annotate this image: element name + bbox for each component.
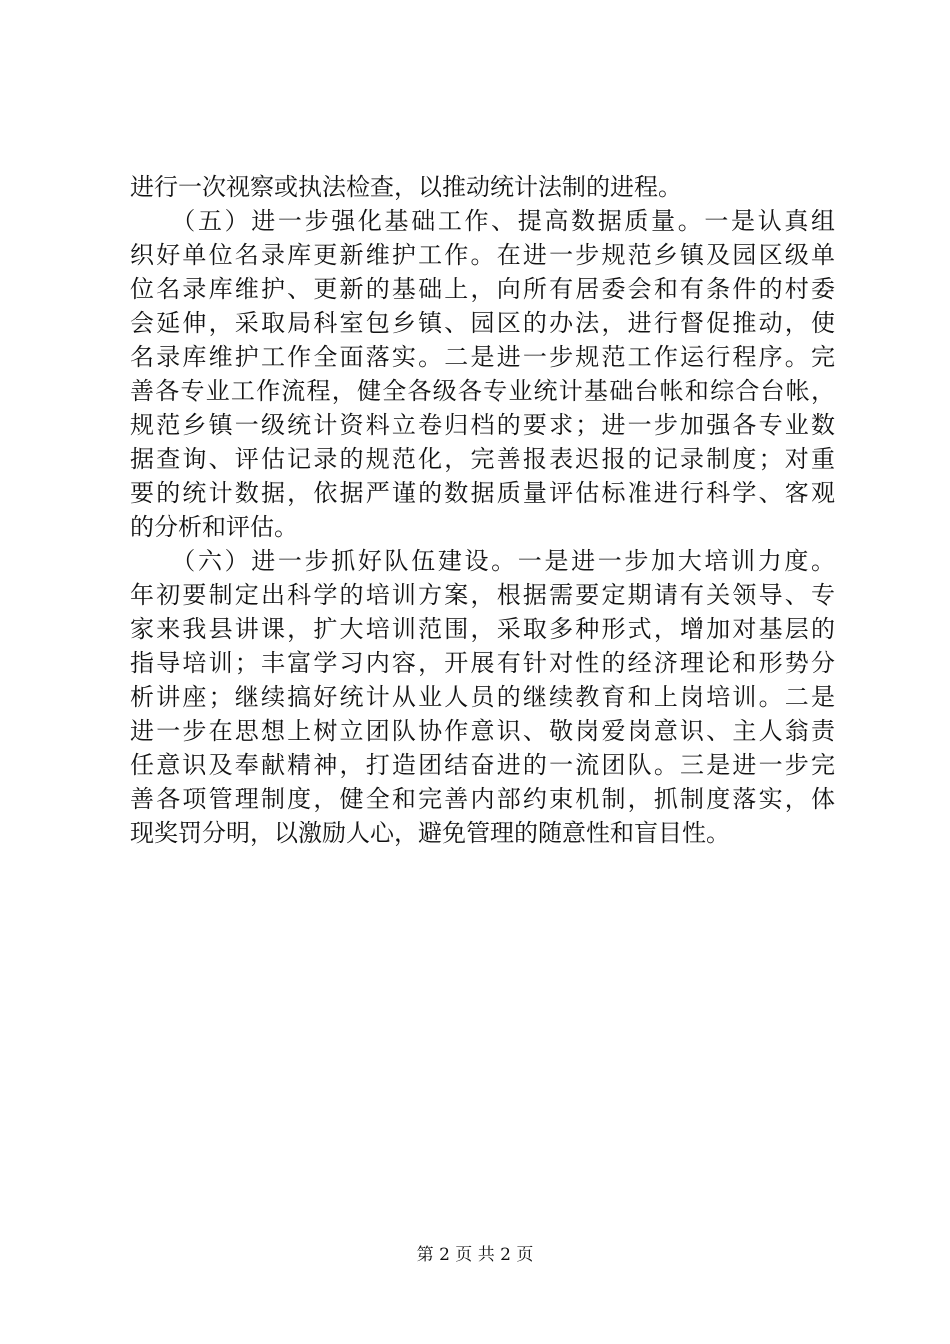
text-line: 现奖罚分明，以激励人心，避免管理的随意性和盲目性。: [130, 819, 730, 847]
text-line: 名录库维护工作全面落实。二是进一步规范工作运行程序。完: [130, 343, 835, 371]
text-line: 据查询、评估记录的规范化，完善报表迟报的记录制度；对重: [130, 445, 835, 473]
text-line: 家来我县讲课，扩大培训范围，采取多种形式，增加对基层的: [130, 615, 835, 643]
text-line: 要的统计数据，依据严谨的数据质量评估标准进行科学、客观: [130, 479, 835, 507]
text-line: （六）进一步抓好队伍建设。一是进一步加大培训力度。: [130, 547, 835, 575]
text-line: 的分析和评估。: [130, 513, 298, 541]
page-footer: 第 2 页 共 2 页: [416, 1245, 534, 1265]
text-line: 进行一次视察或执法检查，以推动统计法制的进程。: [130, 173, 682, 201]
text-line: 任意识及奉献精神，打造团结奋进的一流团队。三是进一步完: [130, 751, 835, 779]
document-body: [130, 170, 835, 850]
text-line: 进一步在思想上树立团队协作意识、敬岗爱岗意识、主人翁责: [130, 717, 835, 745]
text-line: 析讲座；继续搞好统计从业人员的继续教育和上岗培训。二是: [130, 683, 835, 711]
text-line: 位名录库维护、更新的基础上，向所有居委会和有条件的村委: [130, 275, 835, 303]
text-line: 规范乡镇一级统计资料立卷归档的要求；进一步加强各专业数: [130, 411, 835, 439]
text-line: 会延伸，采取局科室包乡镇、园区的办法，进行督促推动，使: [130, 309, 835, 337]
text-line: 织好单位名录库更新维护工作。在进一步规范乡镇及园区级单: [130, 241, 835, 269]
text-line: 指导培训；丰富学习内容，开展有针对性的经济理论和形势分: [130, 649, 835, 677]
text-line: 善各项管理制度，健全和完善内部约束机制，抓制度落实，体: [130, 785, 835, 813]
text-line: （五）进一步强化基础工作、提高数据质量。一是认真组: [130, 207, 835, 235]
text-line: 善各专业工作流程，健全各级各专业统计基础台帐和综合台帐，: [130, 377, 835, 405]
text-line: 年初要制定出科学的培训方案，根据需要定期请有关领导、专: [130, 581, 835, 609]
